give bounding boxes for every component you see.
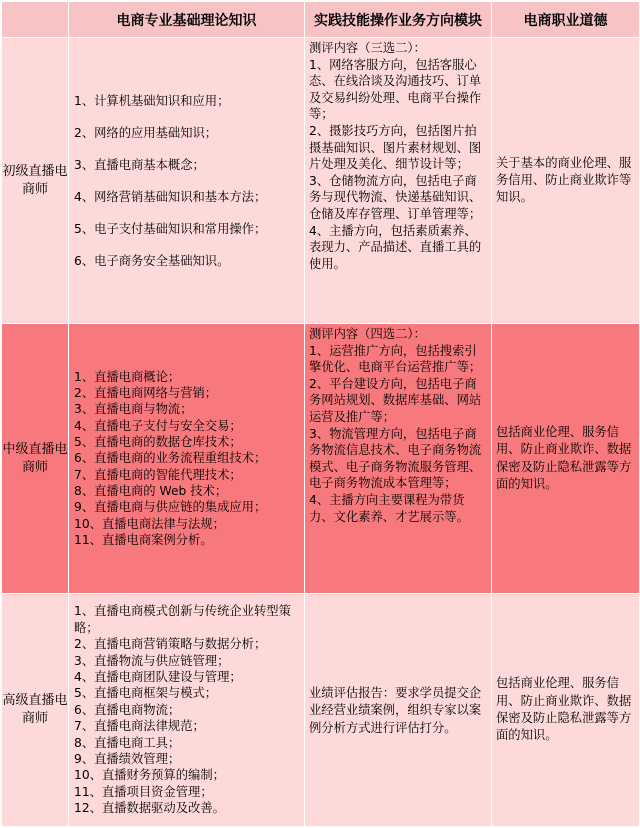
list-item: 4、直播电子支付与安全交易；	[74, 418, 242, 433]
header-theory: 电商专业基础理论知识	[69, 2, 305, 38]
list-item: 2、平台建设方向，包括电子商务网站规划、数据库基础、网站运营及推广等；	[309, 376, 482, 424]
ethics-cell: 关于基本的商业伦理、服务信用、防止商业欺诈等知识。	[492, 38, 640, 324]
list-item: 7、直播电商的智能代理技术；	[74, 467, 242, 482]
header-practice: 实践技能操作业务方向模块	[305, 2, 492, 38]
list-item: 2、摄影技巧方向，包括图片拍摄基础知识、图片素材规划、图片处理及美化、细节设计等；	[309, 123, 482, 172]
ethics-cell: 包括商业伦理、服务信用、防止商业欺诈、数据保密及防止隐私泄露等方面的知识。	[492, 324, 640, 594]
list-item: 6、直播电商物流；	[74, 702, 181, 717]
level-cell: 初级直播电商师	[2, 38, 69, 324]
list-item: 8、直播电商的 Web 技术；	[74, 483, 228, 498]
practice-cell	[305, 38, 492, 324]
list-item: 5、电子支付基础知识和常用操作；	[74, 221, 267, 236]
table-row-senior	[2, 594, 640, 827]
practice-cell	[305, 324, 492, 594]
level-cell: 中级直播电商师	[2, 324, 69, 594]
curriculum-table	[1, 1, 640, 827]
header-level	[2, 2, 69, 38]
list-item: 4、主播方向，包括素质素养、表现力、产品描述、直播工具的使用。	[309, 223, 482, 271]
table-row-junior	[2, 38, 640, 324]
practice-heading: 测评内容（四选二）：	[309, 327, 426, 341]
list-item: 1、计算机基础知识和应用；	[74, 93, 230, 108]
table-row-intermediate	[2, 324, 640, 594]
list-item: 3、直播电商与物流；	[74, 402, 193, 417]
header-row	[2, 2, 640, 38]
list-item: 1、运营推广方向，包括搜索引擎优化、电商平台运营推广等；	[309, 343, 482, 375]
level-cell: 高级直播电商师	[2, 594, 69, 827]
theory-cell	[69, 38, 305, 324]
header-ethics: 电商职业道德	[492, 2, 640, 38]
list-item: 7、直播电商法律规范；	[74, 719, 205, 734]
list-item: 2、直播电商营销策略与数据分析；	[74, 637, 267, 652]
list-item: 12、直播数据驱动及改善。	[74, 801, 225, 816]
list-item: 4、网络营销基础知识和基本方法；	[74, 189, 267, 204]
list-item: 5、直播电商框架与模式；	[74, 686, 218, 701]
list-item: 2、直播电商网络与营销；	[74, 386, 218, 401]
list-item: 10、直播电商法律与法规；	[74, 516, 225, 531]
theory-cell	[69, 324, 305, 594]
list-item: 11、直播项目资金管理；	[74, 784, 213, 799]
list-item: 4、直播电商团队建设与管理；	[74, 669, 242, 684]
list-item: 9、直播绩效管理；	[74, 752, 181, 767]
list-item: 3、直播电商基本概念；	[74, 157, 205, 172]
practice-cell: 业绩评估报告：要求学员提交企业经营业绩案例，组织专家以案例分析方式进行评估打分。	[305, 594, 492, 827]
list-item: 6、电子商务安全基础知识。	[74, 253, 230, 268]
list-item: 11、直播电商案例分析。	[74, 532, 213, 547]
list-item: 1、直播电商概论；	[74, 369, 181, 384]
theory-cell	[69, 594, 305, 827]
list-item: 3、仓储物流方向，包括电子商务与现代物流、快递基础知识、仓储及库存管理、订单管理等；	[309, 173, 482, 221]
ethics-cell: 包括商业伦理、服务信用、防止商业欺诈、数据保密及防止隐私泄露等方面的知识。	[492, 594, 640, 827]
list-item: 2、网络的应用基础知识；	[74, 125, 218, 140]
list-item: 9、直播电商与供应链的集成应用；	[74, 500, 267, 515]
list-item: 5、直播电商的数据仓库技术；	[74, 435, 242, 450]
list-item: 10、直播财务预算的编制；	[74, 768, 225, 783]
list-item: 3、直播物流与供应链管理；	[74, 653, 230, 668]
list-item: 6、直播电商的业务流程重组技术；	[74, 451, 267, 466]
list-item: 8、直播电商工具；	[74, 735, 181, 750]
practice-heading: 测评内容（三选二）：	[309, 41, 426, 55]
list-item: 1、网络客服方向，包括客服心态、在线洽谈及沟通技巧、订单及交易纠纷处理、电商平台操作等；	[309, 57, 482, 122]
list-item: 1、直播电商模式创新与传统企业转型策略；	[74, 604, 291, 635]
list-item: 4、主播方向主要课程为带货力、文化素养、才艺展示等。	[309, 492, 469, 524]
list-item: 3、物流管理方向，包括电子商务物流信息技术、电子商务物流模式、电子商务物流服务管理、电子商务物流成本管理等；	[309, 426, 482, 491]
